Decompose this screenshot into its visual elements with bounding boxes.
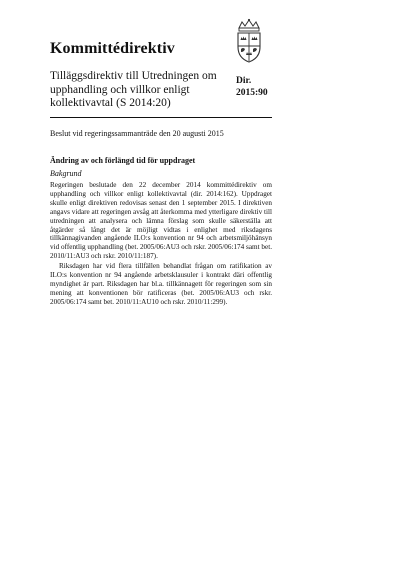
directive-number: 2015:90 [236, 88, 268, 98]
header-divider [50, 117, 272, 118]
coat-of-arms-icon [229, 18, 269, 64]
directive-label: Dir. [236, 76, 252, 86]
body-text [50, 181, 272, 307]
document-title: Kommittédirektiv [50, 40, 175, 57]
document-subtitle: Tilläggsdirektiv till Utredningen om upphandling och villkor enligt kollektivavtal (S 2014:20) [50, 70, 217, 109]
paragraph: Riksdagen har vid flera tillfällen behandlat frågan om ratifikation av ILO:s konvention nr 94 angående arbetsklausuler i kontrakt däri offentlig myndighet är part. Riksdagen har bl.a. tillkännagett för regeringen som sin mening att konventionen bör ratificeras (bet. 2005/06:AU3 och rskr. 2005/06:174 samt bet. 2010/11:AU10 och rskr. 2010/11:299). [50, 262, 272, 306]
directive-reference [236, 75, 268, 99]
section-subheading: Bakgrund [50, 169, 82, 178]
section-heading: Ändring av och förlängd tid för uppdraget [50, 156, 196, 165]
decision-line: Beslut vid regeringssammanträde den 20 augusti 2015 [50, 129, 224, 138]
paragraph: Regeringen beslutade den 22 december 2014 kommittédirektiv om upphandling och villkor enligt kollektivavtal (dir. 2014:162). Uppdraget skulle enligt direktiven redovisas senast den 1 september 2015. I direktiven angavs vidare att regeringen avsåg att återkomma med ytterligare direktiv till utredningen att analysera och lämna förslag som skulle säkerställa att åtgärder så långt det är möjligt vidtas i enlighet med riksdagens tillkännagivanden angående ILO:s konvention nr 94 och arbetsmiljöhänsyn vid offentlig upphandling (bet. 2005/06:AU3 och rskr. 2005/06:174 samt bet. 2010/11:AU3 och rskr. 2010/11:187). [50, 181, 272, 261]
